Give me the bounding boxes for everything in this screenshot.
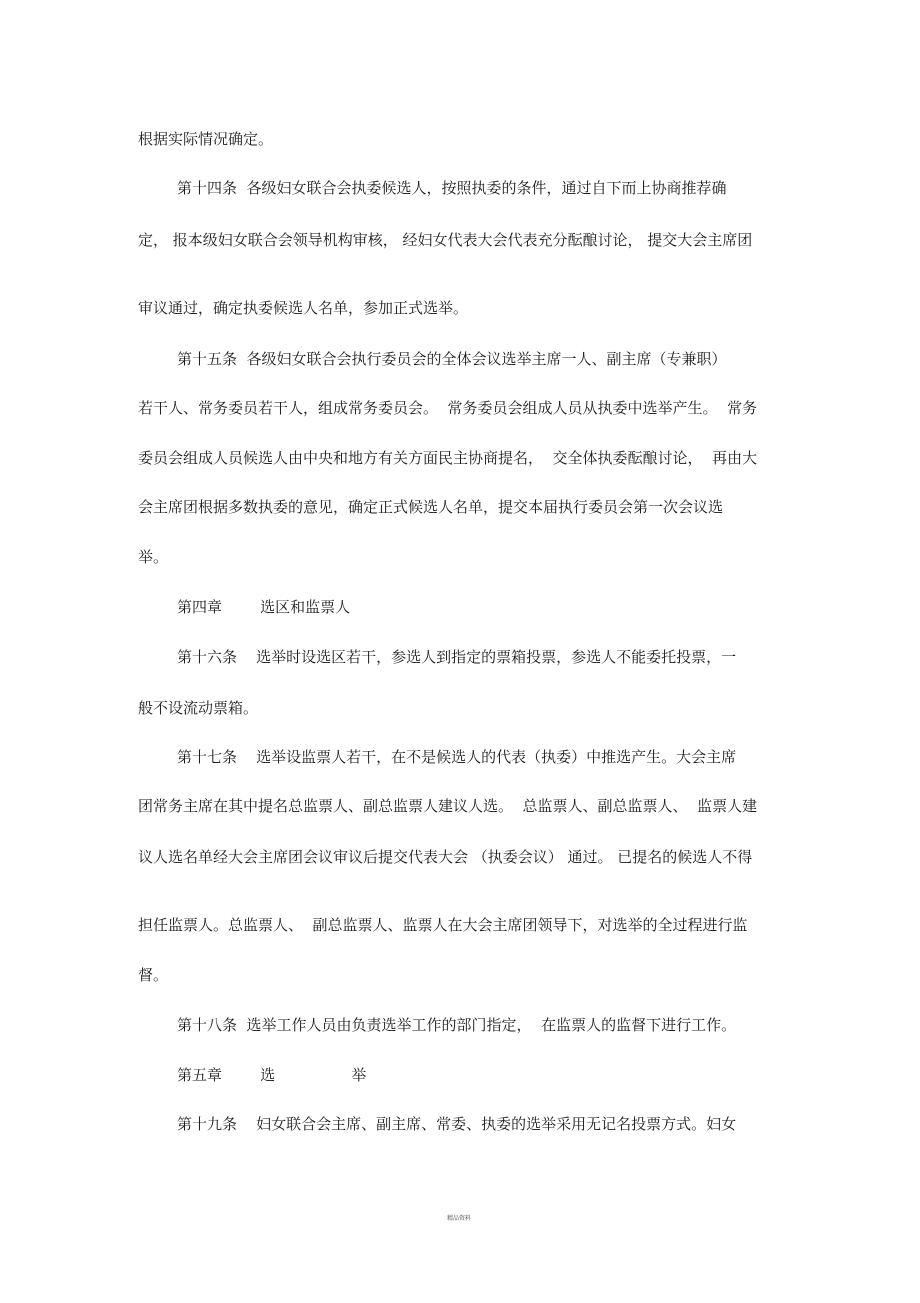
- text-line-16: 担任监票人。总监票人、 副总监票人、监票人在大会主席团领导下，对选举的全过程进行监: [138, 916, 748, 934]
- text-line-3: 定， 报本级妇女联合会领导机构审核， 经妇女代表大会代表充分酝酿讨论， 提交大会主席团: [138, 231, 753, 249]
- text-line-17: 督。: [138, 966, 169, 984]
- text-line-2: 第十四条 各级妇女联合会执委候选人，按照执委的条件，通过自下而上协商推荐确: [177, 179, 727, 197]
- text-line-9: 举。: [138, 548, 169, 566]
- text-line-11: 第十六条 选举时设选区若干，参选人到指定的票箱投票，参选人不能委托投票，一: [177, 648, 737, 666]
- text-line-15: 议人选名单经大会主席团会议审议后提交代表大会 （执委会议） 通过。 已提名的候选人不得: [138, 848, 753, 866]
- text-line-18: 第十八条 选举工作人员由负责选举工作的部门指定， 在监票人的监督下进行工作。: [177, 1016, 737, 1034]
- chapter-heading-5: 第五章 选 举: [177, 1066, 367, 1084]
- text-line-6: 若干人、常务委员若干人，组成常务委员会。 常务委员会组成人员从执委中选举产生。 常务: [138, 399, 758, 417]
- text-line-14: 团常务主席在其中提名总监票人、副总监票人建议人选。 总监票人、副总监票人、 监票人建: [138, 797, 758, 815]
- text-line-13: 第十七条 选举设监票人若干，在不是候选人的代表（执委）中推选产生。大会主席: [177, 748, 737, 766]
- text-line-5: 第十五条 各级妇女联合会执行委员会的全体会议选举主席一人、副主席（专兼职）: [177, 350, 727, 368]
- text-line-1: 根据实际情况确定。: [138, 130, 274, 148]
- text-line-8: 会主席团根据多数执委的意见，确定正式候选人名单，提交本届执行委员会第一次会议选: [138, 498, 724, 516]
- page-footer: 精品资料: [447, 1215, 472, 1222]
- text-line-12: 般不设流动票箱。: [138, 699, 259, 717]
- text-line-7: 委员会组成人员候选人由中央和地方有关方面民主协商提名， 交全体执委酝酿讨论， 再由大: [138, 449, 758, 467]
- text-line-4: 审议通过，确定执委候选人名单，参加正式选举。: [138, 299, 469, 317]
- text-line-20: 第十九条 妇女联合会主席、副主席、常委、执委的选举采用无记名投票方式。妇女: [177, 1115, 737, 1133]
- chapter-heading-4: 第四章 选区和监票人: [177, 598, 351, 616]
